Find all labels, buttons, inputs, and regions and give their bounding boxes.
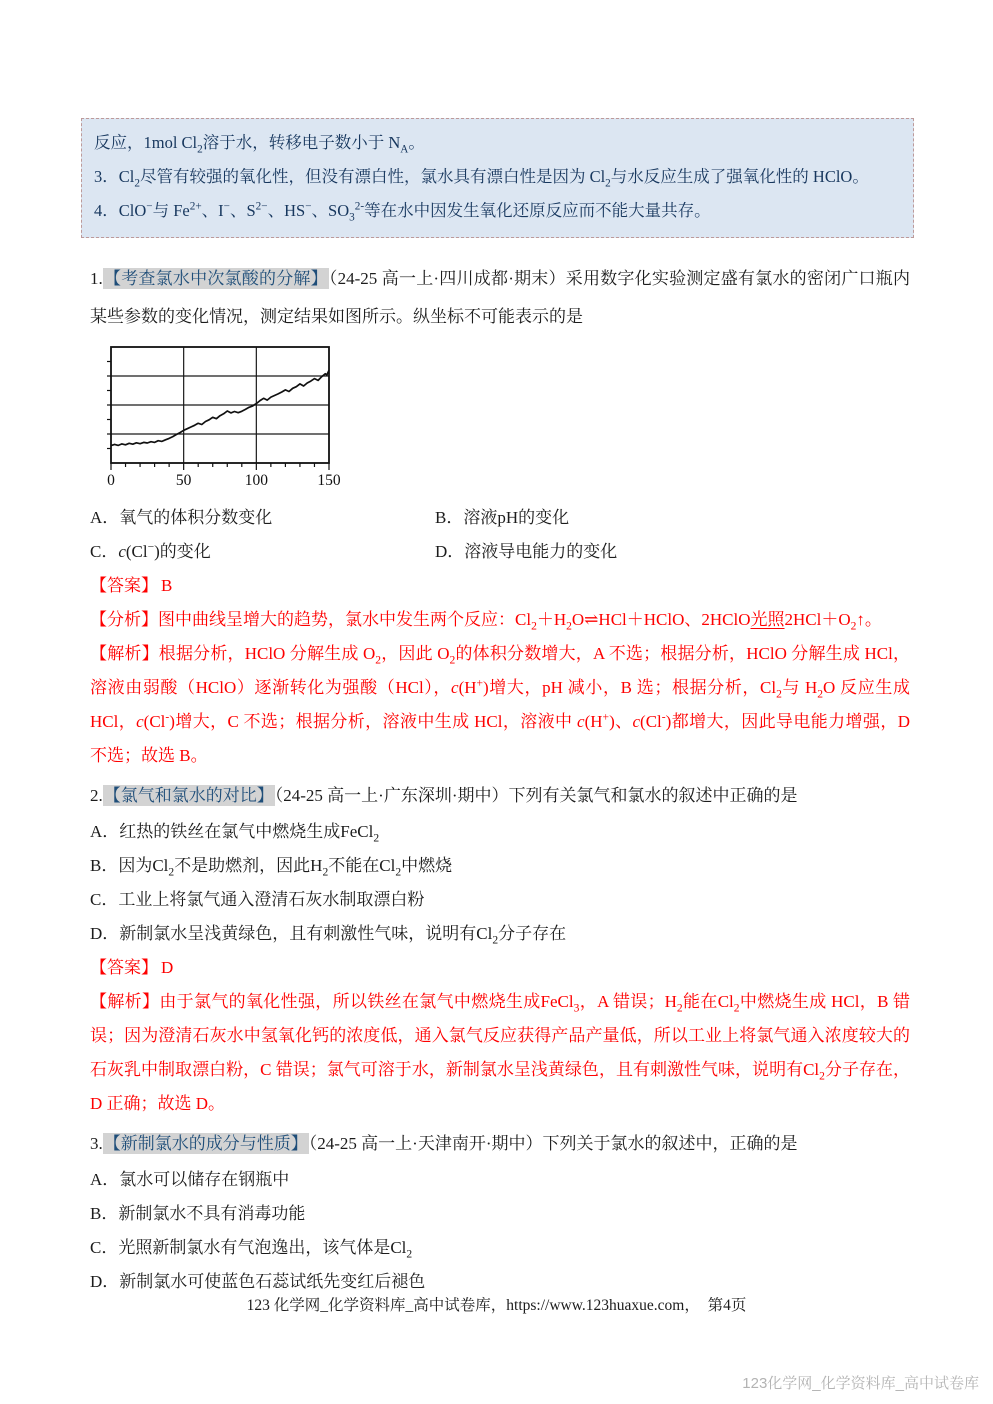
q1-chart-svg (93, 342, 351, 488)
question-2-text: （24-25 高一上·广东深圳·期中）下列有关氯气和氯水的叙述中正确的是 (274, 786, 798, 805)
q1-option-c: C．c(Cl−)的变化 (90, 540, 211, 561)
q1-option-d: D．溶液导电能力的变化 (435, 542, 618, 561)
explanation-text: 由于氯气的氧化性强，所以铁丝在氯气中燃烧生成FeCl$_3$，A 错误；$H_2$能在$Cl_2$中燃烧生成 HCl，B 错误；因为澄清石灰水中氢氧化钙的浓度低，通入氯气反应获得产品产量低，所以工业上将氯气通入浓度较大的石灰乳中制取漂白粉，C 错误；氯气可溶于水，新制氯水呈浅黄绿色，且有刺激性气味，说明有$Cl_2$分子存在，D 正确；故选 D。 (90, 992, 911, 1113)
question-2-tag: 【氯气和氯水的对比】 (103, 786, 274, 805)
svg-text:50: 50 (175, 472, 192, 488)
q2-explanation (90, 985, 910, 1121)
site-watermark: 123化学网_化学资料库_高中试卷库 (742, 1375, 979, 1392)
q1-options (90, 501, 910, 569)
svg-text:0: 0 (107, 472, 115, 488)
note-line-2: 3．$Cl_2$尽管有较强的氧化性，但没有漂白性，氯水具有漂白性是因为 $Cl_2$与水反应生成了强氧化性的 HClO。 (94, 167, 869, 190)
explanation-label: 【解析】 (90, 644, 159, 663)
question-2-stem (90, 777, 910, 815)
svg-text:150: 150 (317, 472, 341, 488)
q2-option-c: C．工业上将氯气通入澄清石灰水制取漂白粉 (90, 890, 425, 909)
question-3-stem (90, 1125, 910, 1163)
explanation-text: 根据分析，HClO 分解生成 $O_2$，因此 $O_2$的体积分数增大，A 不选；根据分析，HClO 分解生成 HCl，溶液由弱酸（HClO）逐渐转化为强酸（HCl），c(H+)增大，pH 减小，B 选；根据分析，$Cl_2$与 $H_2O$ 反应生成 HCl，c(Cl-)增大，C 不选；根据分析，溶液中生成 HCl，溶液中 c(H+)、c(Cl-)都增大，因此导电能力增强，D 不选；故选 B。 (90, 644, 911, 765)
q1-chart (93, 342, 910, 493)
q3-option-b: B．新制氯水不具有消毒功能 (90, 1204, 306, 1223)
q3-option-d: D．新制氯水可使蓝色石蕊试纸先变红后褪色 (90, 1272, 426, 1291)
q3-option-a: A．氯水可以储存在钢瓶中 (90, 1170, 290, 1189)
question-3-text: （24-25 高一上·天津南开·期中）下列关于氯水的叙述中，正确的是 (308, 1134, 798, 1153)
question-1-stem (90, 260, 910, 336)
question-1-text: （24-25 高一上·四川成都·期末）采用数字化实验测定盛有氯水的密闭广口瓶内某些参数的变化情况，测定结果如图所示。纵坐标不可能表示的是 (90, 269, 911, 326)
note-line-3: 4．ClO−与 $Fe^{2+}$、I−、$S^{2-}$、HS−、$SO_3^{2-}$等在水中因发生氧化还原反应而不能大量共存。 (94, 200, 711, 224)
q1-option-b: B．溶液pH的变化 (435, 508, 570, 527)
answer-value: B (161, 576, 173, 595)
q3-options (90, 1163, 910, 1299)
q1-analysis-line (90, 603, 910, 637)
question-1-number: 1. (90, 269, 103, 288)
q1-explanation (90, 637, 910, 773)
q1-option-a: A．氧气的体积分数变化 (90, 508, 273, 527)
q2-option-b: B．因为$Cl_2$不是助燃剂，因此$H_2$不能在$Cl_2$中燃烧 (90, 856, 453, 879)
q1-answer-line (90, 569, 910, 603)
q2-options (90, 815, 910, 951)
question-3-tag: 【新制氯水的成分与性质】 (103, 1134, 308, 1153)
explanation-label: 【解析】 (90, 992, 160, 1011)
question-1-tag: 【考查氯水中次氯酸的分解】 (103, 269, 328, 288)
page-footer: 123 化学网_化学资料库_高中试卷库，https://www.123huaxue.com， 第4页 (246, 1297, 747, 1314)
svg-text:100: 100 (244, 472, 268, 488)
answer-label: 【答案】 (90, 576, 158, 595)
q2-option-d: D．新制氯水呈浅黄绿色，且有刺激性气味，说明有$Cl_2$分子存在 (90, 924, 567, 947)
q2-answer-line (90, 951, 910, 985)
answer-value: D (161, 958, 174, 977)
answer-label: 【答案】 (90, 958, 158, 977)
q2-option-a: A．红热的铁丝在氯气中燃烧生成FeCl$_2$ (90, 822, 380, 845)
question-3-number: 3. (90, 1134, 103, 1153)
summary-note-box (81, 118, 914, 238)
question-2-number: 2. (90, 786, 103, 805)
analysis-label: 【分析】 (90, 610, 158, 629)
analysis-text: 图中曲线呈增大的趋势，氯水中发生两个反应：$Cl_2+H_2O\rightleftharpoons HCl+HClO$、2HClO光照$2HCl+O_2↑$。 (158, 610, 882, 633)
q3-option-c: C．光照新制氯水有气泡逸出，该气体是$Cl_2$ (90, 1238, 413, 1261)
note-line-1: 反应，1mol $Cl_2$溶于水，转移电子数小于 $N_A$。 (94, 133, 425, 156)
